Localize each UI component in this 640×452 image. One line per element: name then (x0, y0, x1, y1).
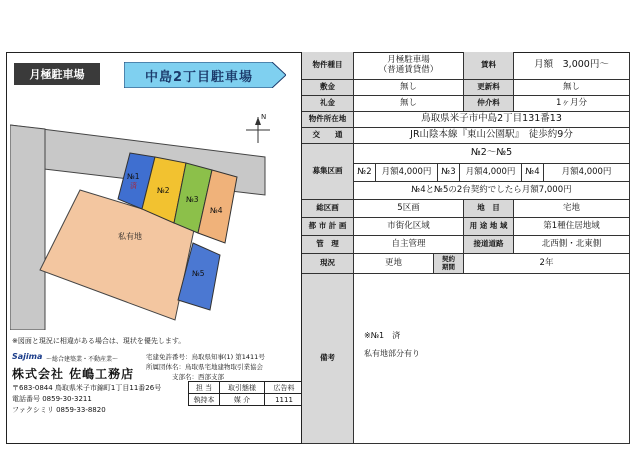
company-name: 株式会社 佐嶋工務店 (12, 367, 135, 381)
type-value: 月極駐車場 （普通賃貸借） (354, 52, 464, 80)
parking-map (10, 95, 298, 330)
traffic-value: JR山陰本線『東山公園駅』 徒歩約9分 (354, 128, 630, 144)
traffic-label: 交 通 (302, 128, 354, 144)
compass-icon (246, 113, 270, 143)
remarks-cell (354, 274, 630, 444)
land-value: 宅地 (514, 200, 630, 218)
unit-no: №3 (438, 164, 460, 182)
mini-cell: 執持本 (189, 394, 220, 406)
term-value: 2年 (464, 254, 630, 274)
deposit-value: 無し (354, 80, 464, 96)
unit-price: 月額4,000円 (376, 164, 438, 182)
unit-no: №4 (522, 164, 544, 182)
road-west (10, 125, 45, 330)
mgmt-label: 管 理 (302, 236, 354, 254)
recruit-range: №2～№5 (354, 144, 630, 164)
mgmt-value: 自主管理 (354, 236, 464, 254)
fee-label: 賃料 (464, 52, 514, 80)
contact-table (188, 381, 304, 406)
land-label: 地 目 (464, 200, 514, 218)
type-label: 物件種目 (302, 52, 354, 80)
deposit-label: 敷金 (302, 80, 354, 96)
association: 所属団体名：鳥取県宅地建物取引業協会 (146, 363, 263, 371)
lot-1-label: №1 (127, 172, 140, 181)
renew-value: 無し (514, 80, 630, 96)
lots-value: 5区画 (354, 200, 464, 218)
mini-cell: 取引態様 (220, 382, 265, 394)
lot-1-status: 済 (130, 182, 137, 190)
lot-5-label: №5 (192, 269, 205, 278)
renew-label: 更新料 (464, 80, 514, 96)
sheet-title: 月極駐車場 (14, 63, 100, 85)
status-value: 更地 (354, 254, 434, 274)
road-value: 北西側・北東側 (514, 236, 630, 254)
company-tel: 電話番号 0859-30-3211 (12, 395, 92, 403)
city-plan-value: 市街化区域 (354, 218, 464, 236)
key-money-label: 礼金 (302, 96, 354, 112)
mini-cell: 担 当 (189, 382, 220, 394)
compass-label: N (261, 113, 267, 121)
lots-label: 総区画 (302, 200, 354, 218)
company-address: 〒683-0844 鳥取県米子市錦町1丁目11番26号 (12, 384, 162, 392)
private-land-label: 私有地 (118, 232, 142, 241)
road-label: 接道道路 (464, 236, 514, 254)
recruit-label: 募集区画 (302, 144, 354, 200)
lot-4-label: №4 (210, 206, 223, 215)
company-fax: ファクシミリ 0859-33-8820 (12, 406, 106, 414)
agent-fee-value: 1ヶ月分 (514, 96, 630, 112)
zone-label: 用 途 地 域 (464, 218, 514, 236)
term-label: 契約 期間 (434, 254, 464, 274)
address-value: 鳥取県米子市中島2丁目131番13 (354, 112, 630, 128)
status-label: 現況 (302, 254, 354, 274)
company-logo: Sajima (12, 352, 43, 361)
unit-no: №2 (354, 164, 376, 182)
property-info-table (302, 52, 630, 444)
unit-note: №4と№5の2台契約でしたら月額7,000円 (354, 182, 630, 200)
key-money-value: 無し (354, 96, 464, 112)
mini-cell: 1111 (265, 394, 304, 406)
remark-line-1: ※№1 済 (364, 331, 401, 340)
mini-cell: 広告料 (265, 382, 304, 394)
mini-cell: 媒 介 (220, 394, 265, 406)
fee-value: 月額 3,000円～ (514, 52, 630, 80)
lot-2-label: №2 (157, 186, 170, 195)
unit-price: 月額4,000円 (544, 164, 630, 182)
agent-fee-label: 仲介料 (464, 96, 514, 112)
remark-line-2: 私有地部分有り (364, 349, 420, 358)
address-label: 物件所在地 (302, 112, 354, 128)
banner-title: 中島2丁目駐車場 (144, 69, 254, 85)
branch: 支部名：西部支部 (172, 373, 224, 381)
city-plan-label: 都 市 計 画 (302, 218, 354, 236)
unit-price: 月額4,000円 (460, 164, 522, 182)
disclaimer-note: ※図面と現況に相違がある場合は、現状を優先します。 (12, 337, 186, 345)
company-tagline: ～総合建築業・不動産業～ (46, 356, 119, 363)
zone-value: 第1種住居地域 (514, 218, 630, 236)
remarks-label: 備考 (302, 274, 354, 444)
lot-3-label: №3 (186, 195, 199, 204)
license-number: 宅建免許番号：鳥取県知事(1) 第1411号 (146, 353, 265, 361)
